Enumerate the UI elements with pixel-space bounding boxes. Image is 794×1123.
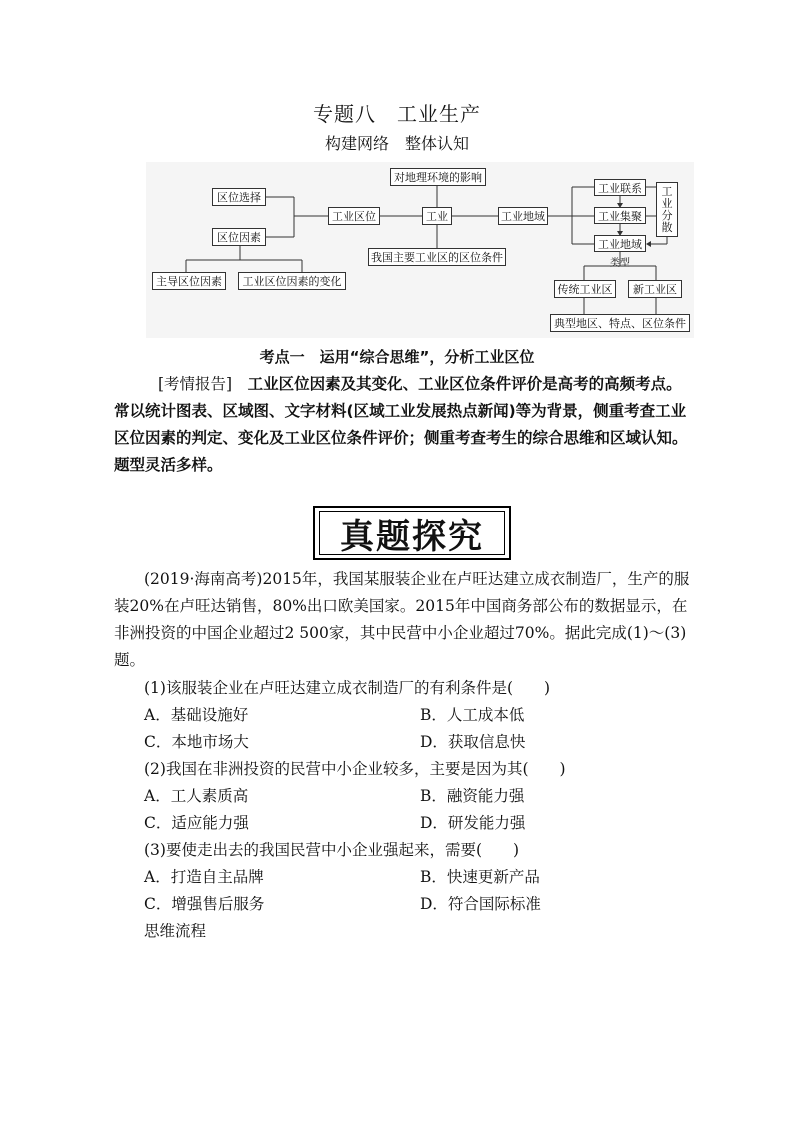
box-dominant-factors: 主导区位因素 bbox=[152, 272, 226, 290]
question-2-stem: (2)我国在非洲投资的民营中小企业较多，主要是因为其( ) bbox=[144, 760, 566, 778]
q3-option-d[interactable]: D．符合国际标准 bbox=[420, 895, 541, 913]
q2-option-d[interactable]: D．研发能力强 bbox=[420, 814, 526, 832]
box-industry: 工业 bbox=[422, 207, 452, 225]
box-industrial-linkage: 工业联系 bbox=[594, 179, 646, 196]
box-environment-impact: 对地理环境的影响 bbox=[390, 168, 486, 186]
q2-option-a[interactable]: A．工人素质高 bbox=[144, 787, 249, 805]
exam-report bbox=[114, 371, 694, 479]
q2-option-b[interactable]: B．融资能力强 bbox=[420, 787, 525, 805]
question-1-stem: (1)该服装企业在卢旺达建立成衣制造厂的有利条件是( ) bbox=[144, 679, 551, 697]
section-banner bbox=[313, 506, 511, 560]
page-title: 专题八 工业生产 bbox=[313, 102, 481, 126]
q1-option-b[interactable]: B．人工成本低 bbox=[420, 706, 525, 724]
q3-option-a[interactable]: A．打造自主品牌 bbox=[144, 868, 264, 886]
page-subtitle: 构建网络 整体认知 bbox=[324, 134, 469, 153]
question-3-stem: (3)要使走出去的我国民营中小企业强起来，需要( ) bbox=[144, 841, 520, 859]
q1-option-a[interactable]: A．基础设施好 bbox=[144, 706, 249, 724]
box-industrial-location: 工业区位 bbox=[328, 207, 380, 225]
report-text: 工业区位因素及其变化、工业区位条件评价是高考的高频考点。常以统计图表、区域图、文字材料(区域工业发展热点新闻)等为背景，侧重考查工业区位因素的判定、变化及工业区位条件评价；侧重考查考生的综合思维和区域认知。题型灵活多样。 bbox=[114, 375, 688, 474]
box-typical-regions: 典型地区、特点、区位条件 bbox=[550, 314, 690, 332]
box-factor-changes: 工业区位因素的变化 bbox=[238, 272, 346, 290]
question-intro: (2019·海南高考)2015年，我国某服装企业在卢旺达建立成衣制造厂，生产的服装20%在卢旺达销售，80%出口欧美国家。2015年中国商务部公布的数据显示，在非洲投资的中国企业超过2 500家，其中民营中小企业超过70%。据此完成(1)～(3)题。 bbox=[114, 570, 690, 669]
q3-option-c[interactable]: C．增强售后服务 bbox=[144, 895, 265, 913]
section-title: 考点一 运用“综合思维”，分析工业区位 bbox=[259, 348, 535, 366]
concept-diagram bbox=[146, 162, 694, 338]
box-industrial-agglomeration: 工业集聚 bbox=[594, 207, 646, 224]
box-location-factors: 区位因素 bbox=[212, 228, 266, 246]
box-location-choice: 区位选择 bbox=[212, 188, 266, 206]
box-industrial-region: 工业地域 bbox=[498, 207, 548, 225]
type-label: 类型 bbox=[610, 258, 630, 269]
q1-option-d[interactable]: D．获取信息快 bbox=[420, 733, 526, 751]
q2-option-c[interactable]: C．适应能力强 bbox=[144, 814, 249, 832]
box-new-region: 新工业区 bbox=[628, 280, 682, 298]
thinking-flow-label: 思维流程 bbox=[144, 922, 207, 940]
box-industrial-dispersion: 工业分散 bbox=[656, 182, 678, 237]
box-china-industrial-areas: 我国主要工业区的区位条件 bbox=[368, 248, 506, 266]
q3-option-b[interactable]: B．快速更新产品 bbox=[420, 868, 540, 886]
banner-text: 真题探究 bbox=[319, 511, 505, 555]
box-industrial-region-2: 工业地域 bbox=[594, 235, 646, 252]
q1-option-c[interactable]: C．本地市场大 bbox=[144, 733, 249, 751]
box-traditional-region: 传统工业区 bbox=[554, 280, 616, 298]
report-tag: [考情报告] bbox=[158, 375, 233, 393]
